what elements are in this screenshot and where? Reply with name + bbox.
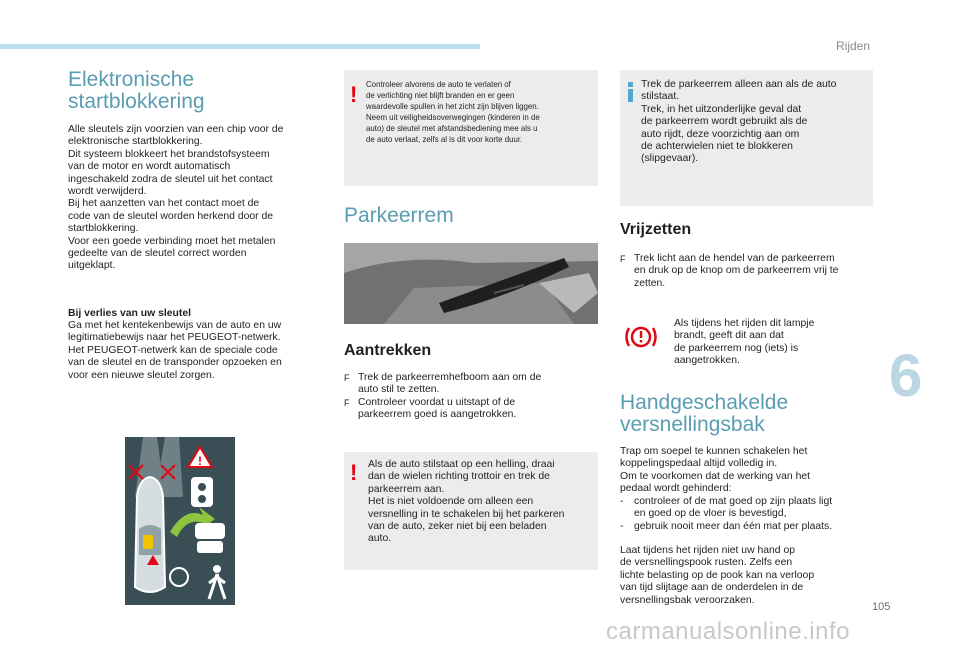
gearbox-item-2: - gebruik nooit meer dan één mat per plaats. <box>620 521 875 533</box>
vrijzetten-item-1: F Trek licht aan de hendel van de parkeerrem en druk op de knop om de parkeerrem vrij te zetten. <box>620 253 875 290</box>
info-icon <box>626 82 634 102</box>
warning-icon: ! <box>350 82 358 107</box>
section-label: Rijden <box>836 39 871 53</box>
immobiliser-title: Elektronische startblokkering <box>68 68 205 113</box>
chapter-number: 6 <box>889 342 923 409</box>
vrijzetten-title: Vrijzetten <box>620 221 692 238</box>
watermark: carmanualsonline.info <box>606 618 850 645</box>
warning-slope-text: Als de auto stilstaat op een helling, draai dan de wielen richting trottoir en trek de parkeerrem aan. Het is niet voldoende om alleen een versnelling in te schakelen bij het parkeren van de auto, zeker niet bij een beladen auto. <box>368 459 565 545</box>
svg-text:!: ! <box>198 454 202 468</box>
aantrekken-list <box>344 372 594 422</box>
immobiliser-intro: Alle sleutels zijn voorzien van een chip voor de elektronische startblokkering. Dit systeem blokkeert het brandstofsysteem van de motor en wordt automatisch ingeschakeld zodra de sleutel uit het contact wordt verwijderd. Bij het aanzetten van het contact moet de code van de sleutel worden herkend door de startblokkering. Voor een goede verbinding moet het metalen gedeelte van de sleutel correct worden uitgeklapt. <box>68 124 284 272</box>
lamp-text: Als tijdens het rijden dit lampje brandt, geeft dit aan dat de parkeerrem nog (iets) is aangetrokken. <box>674 318 815 367</box>
warning-leaving-text: Controleer alvorens de auto te verlaten of de verlichting niet blijft branden en er geen waardevolle spullen in het zicht zijn blijven liggen. Neem uit veiligheidsoverwegingen (kinderen in de auto) de sleutel met afstandsbediening mee als u de auto verlaat, zelfs al is dit voor korte duur. <box>366 79 540 144</box>
info-brake-text: Trek de parkeerrem alleen aan als de auto stilstaat. Trek, in het uitzonderlijke geval dat de parkeerrem wordt gebruikt als de auto rijdt, deze voorzichtig aan om de achterwielen niet te blokkeren (slipgevaar). <box>641 79 837 165</box>
warning-icon: ! <box>350 460 358 485</box>
key-loss-heading: Bij verlies van uw sleutel <box>68 308 192 319</box>
gearbox-outro: Laat tijdens het rijden niet uw hand op de versnellingspook rusten. Zelfs een lichte belasting op de pook kan na verloop van tijd slijtage aan de onderdelen in de versnellingsbak veroorzaken. <box>620 545 815 606</box>
aantrekken-title: Aantrekken <box>344 342 432 359</box>
immobiliser-illustration <box>125 437 235 605</box>
gearbox-list <box>620 496 875 533</box>
aantrekken-item-1: F Trek de parkeerremhefboom aan om de auto stil te zetten. <box>344 372 594 397</box>
parkeerrem-title: Parkeerrem <box>344 204 454 227</box>
page-number: 105 <box>872 601 891 613</box>
gearbox-title: Handgeschakelde versnellingsbak <box>620 391 789 436</box>
parking-brake-photo <box>344 243 598 324</box>
gearbox-item-1: - controleer of de mat goed op zijn plaats ligt en goed op de vloer is bevestigd, <box>620 496 875 521</box>
brake-warning-lamp-icon <box>622 322 660 352</box>
car-key-illustration <box>125 437 235 605</box>
key-loss-text: Ga met het kentekenbewijs van de auto en uw legitimatiebewijs naar het PEUGEOT-netwerk. Het PEUGEOT-netwerk kan de speciale code van de sleutel en de transponder opzoeken en voor een nieuwe sleutel zorgen. <box>68 320 282 381</box>
vrijzetten-list <box>620 253 875 290</box>
aantrekken-item-2: F Controleer voordat u uitstapt of de parkeerrem goed is aangetrokken. <box>344 397 594 422</box>
handbrake-lever-image <box>344 243 598 324</box>
gearbox-intro: Trap om soepel te kunnen schakelen het koppelingspedaal altijd volledig in. Om te voorkomen dat de werking van het pedaal wordt gehinderd: <box>620 446 811 495</box>
header-bar <box>0 44 480 49</box>
